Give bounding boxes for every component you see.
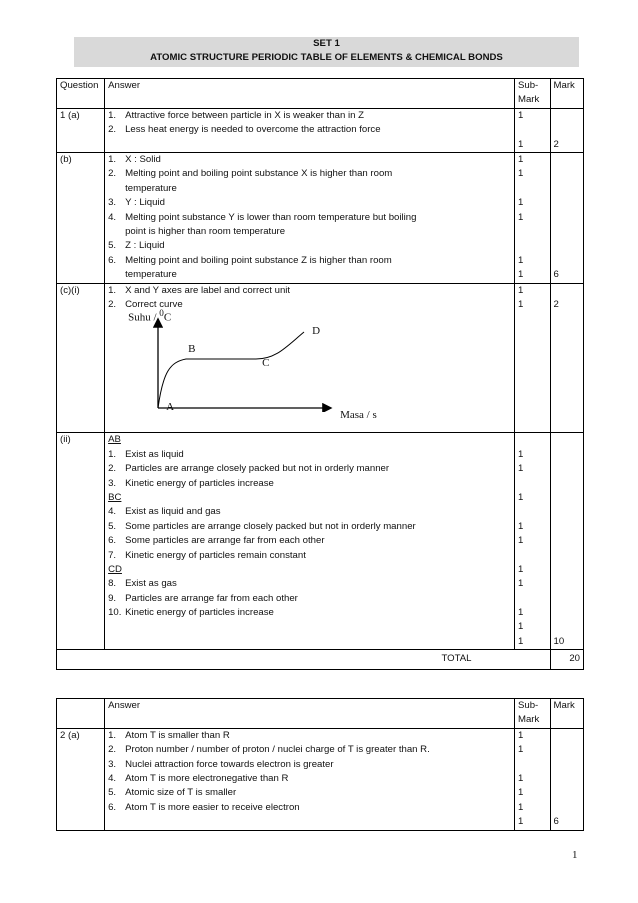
heating-curve [158, 332, 304, 408]
point-c-label: C [262, 357, 270, 370]
sub-mark-cell: 1 1 1 1 1 1 [514, 728, 550, 830]
point-b-label: B [188, 343, 196, 356]
marking-scheme-table-1 [56, 78, 584, 670]
answer-cell: 1. Attractive force between particle in X is weaker than in Z 2. Less heat energy is needed to overcome the attraction force [105, 108, 515, 152]
sub-mark-cell: 1 1 [514, 283, 550, 433]
header-question [57, 699, 105, 729]
mark-cell: 2 [550, 283, 583, 433]
question-label: 1 (a) [57, 108, 105, 152]
question-label: (b) [57, 152, 105, 283]
header-mark: Mark [550, 699, 583, 729]
table-header-row [57, 79, 584, 109]
row-q1b [57, 152, 584, 283]
answer-cell: AB 1. Exist as liquid 2. Particles are arrange closely packed but not in orderly manner 3. Kinetic energy of particles increase BC 4. Exist as liquid and gas 5. Some particles are arrange closely packed but not in orderly manner 6. Some particles are arrange far from each other 7. Kinetic energy of particles remain constant CD 8. Exist as gas 9. Particles are arrange far from each other 10. Kinetic energy of particles increase [105, 433, 515, 650]
set-title: SET 1 [313, 38, 340, 49]
total-value: 20 [550, 650, 583, 669]
answer-cell: 1. X : Solid 2. Melting point and boiling point substance X is higher than room temperature 3. Y : Liquid 4. Melting point substance Y is lower than room temperature but boiling point is higher than room temperature 5. Z : Liquid 6. Melting point and boiling point substance Z is higher than room temperature [105, 152, 515, 283]
sub-mark-cell: 1 1 [514, 108, 550, 152]
heating-curve-svg [108, 312, 408, 412]
section-ab: AB [108, 434, 121, 446]
topic-title: ATOMIC STRUCTURE PERIODIC TABLE OF ELEMENTS & CHEMICAL BONDS [150, 52, 503, 63]
row-q1ci [57, 283, 584, 433]
question-label: (c)(i) [57, 283, 105, 433]
header-sub-mark: Sub- Mark [514, 79, 550, 109]
question-label: (ii) [57, 433, 105, 650]
table-header-row [57, 699, 584, 729]
row-q2a [57, 728, 584, 830]
row-q1a [57, 108, 584, 152]
point-a-label: A [166, 401, 175, 414]
mark-cell: 6 [550, 152, 583, 283]
total-row [57, 650, 584, 669]
sub-mark-cell: 1 1 1 1 1 1 1 1 1 1 [514, 433, 550, 650]
header-answer: Answer [105, 79, 515, 109]
page-number: 1 [572, 849, 578, 861]
section-bc: BC [108, 491, 122, 503]
answer-cell: 1. X and Y axes are label and correct unit 2. Correct curve Suhu / $^0$C A B C D Masa / s [105, 283, 515, 433]
header-answer: Answer [105, 699, 515, 729]
heating-curve-graph [108, 308, 511, 432]
marking-scheme-table-2 [56, 698, 584, 831]
header-sub-mark: Sub- Mark [514, 699, 550, 729]
header-question: Question [57, 79, 105, 109]
row-q1cii [57, 433, 584, 650]
point-d-label: D [312, 325, 321, 338]
section-cd: CD [108, 563, 122, 575]
total-label: TOTAL [57, 650, 551, 669]
y-axis-label: Suhu / $^0$C [128, 308, 172, 324]
mark-cell: 2 [550, 108, 583, 152]
question-label: 2 (a) [57, 728, 105, 830]
mark-cell: 6 [550, 728, 583, 830]
sub-mark-cell: 1 1 1 1 1 1 [514, 152, 550, 283]
mark-cell: 10 [550, 433, 583, 650]
x-axis-label: Masa / s [340, 409, 377, 422]
document-header [74, 37, 579, 67]
answer-cell: 1. Atom T is smaller than R 2. Proton number / number of proton / nuclei charge of T is greater than R. 3. Nuclei attraction force towards electron is greater 4. Atom T is more electronegative than R 5. Atomic size of T is smaller 6. Atom T is more easier to receive electron [105, 728, 515, 830]
header-mark: Mark [550, 79, 583, 109]
